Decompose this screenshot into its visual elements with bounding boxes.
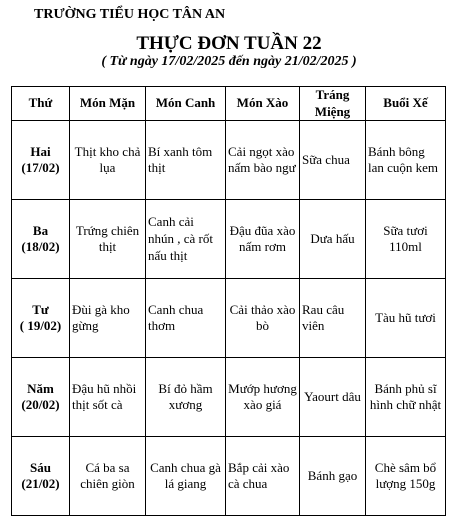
snack-cell: Sữa tươi 110ml: [366, 200, 446, 279]
main-dish-cell: Đậu hũ nhồi thịt sốt cà: [70, 358, 146, 437]
snack-cell: Chè sâm bổ lượng 150g: [366, 437, 446, 516]
table-row: [12, 121, 446, 200]
snack-cell: Bánh phủ sĩ hình chữ nhật: [366, 358, 446, 437]
col-header-dessert: Tráng Miệng: [300, 87, 366, 121]
col-header-main-dish: Món Mặn: [70, 87, 146, 121]
menu-title: THỰC ĐƠN TUẦN 22: [136, 33, 322, 54]
table-row: [12, 437, 446, 516]
main-dish-cell: Đùi gà kho gừng: [70, 279, 146, 358]
soup-cell: Bí xanh tôm thịt: [146, 121, 226, 200]
table-row: [12, 358, 446, 437]
col-header-snack: Buổi Xế: [366, 87, 446, 121]
main-dish-cell: Cá ba sa chiên giòn: [70, 437, 146, 516]
dessert-cell: Bánh gạo: [300, 437, 366, 516]
day-cell: [12, 279, 70, 358]
weekly-menu-table: [11, 86, 446, 516]
day-date: (18/02): [21, 239, 60, 255]
stir-fry-cell: Cải ngọt xào nấm bào ngư: [226, 121, 300, 200]
day-date: (17/02): [21, 160, 60, 176]
stir-fry-cell: Cải thảo xào bò: [226, 279, 300, 358]
stir-fry-cell: Đậu đũa xào nấm rơm: [226, 200, 300, 279]
soup-cell: Bí đỏ hầm xương: [146, 358, 226, 437]
soup-cell: Canh chua gà lá giang: [146, 437, 226, 516]
table-row: [12, 200, 446, 279]
date-range: ( Từ ngày 17/02/2025 đến ngày 21/02/2025 ): [101, 54, 357, 69]
col-header-stir-fry: Món Xào: [226, 87, 300, 121]
main-dish-cell: Thịt kho chả lụa: [70, 121, 146, 200]
stir-fry-cell: Bắp cải xào cà chua: [226, 437, 300, 516]
header-row: [12, 87, 446, 121]
day-cell: [12, 358, 70, 437]
day-cell: [12, 121, 70, 200]
day-date: (21/02): [21, 476, 60, 492]
col-header-day: Thứ: [12, 87, 70, 121]
snack-cell: Tàu hũ tươi: [366, 279, 446, 358]
day-name: Ba: [32, 222, 49, 238]
dessert-cell: Sữa chua: [300, 121, 366, 200]
dessert-cell: Rau câu viên: [300, 279, 366, 358]
school-name: TRƯỜNG TIỂU HỌC TÂN AN: [34, 7, 226, 22]
day-name: Hai: [30, 143, 51, 159]
day-name: Năm: [27, 380, 54, 396]
day-cell: [12, 437, 70, 516]
col-header-soup: Món Canh: [146, 87, 226, 121]
table-row: [12, 279, 446, 358]
stir-fry-cell: Mướp hương xào giá: [226, 358, 300, 437]
day-date: (20/02): [21, 397, 60, 413]
day-date: ( 19/02): [19, 318, 62, 334]
main-dish-cell: Trứng chiên thịt: [70, 200, 146, 279]
day-name: Tư: [32, 301, 49, 317]
day-cell: [12, 200, 70, 279]
soup-cell: Canh cải nhún , cà rốt nấu thịt: [146, 200, 226, 279]
dessert-cell: Yaourt dâu: [300, 358, 366, 437]
day-name: Sáu: [30, 459, 51, 475]
snack-cell: Bánh bông lan cuộn kem: [366, 121, 446, 200]
soup-cell: Canh chua thơm: [146, 279, 226, 358]
dessert-cell: Dưa hấu: [300, 200, 366, 279]
